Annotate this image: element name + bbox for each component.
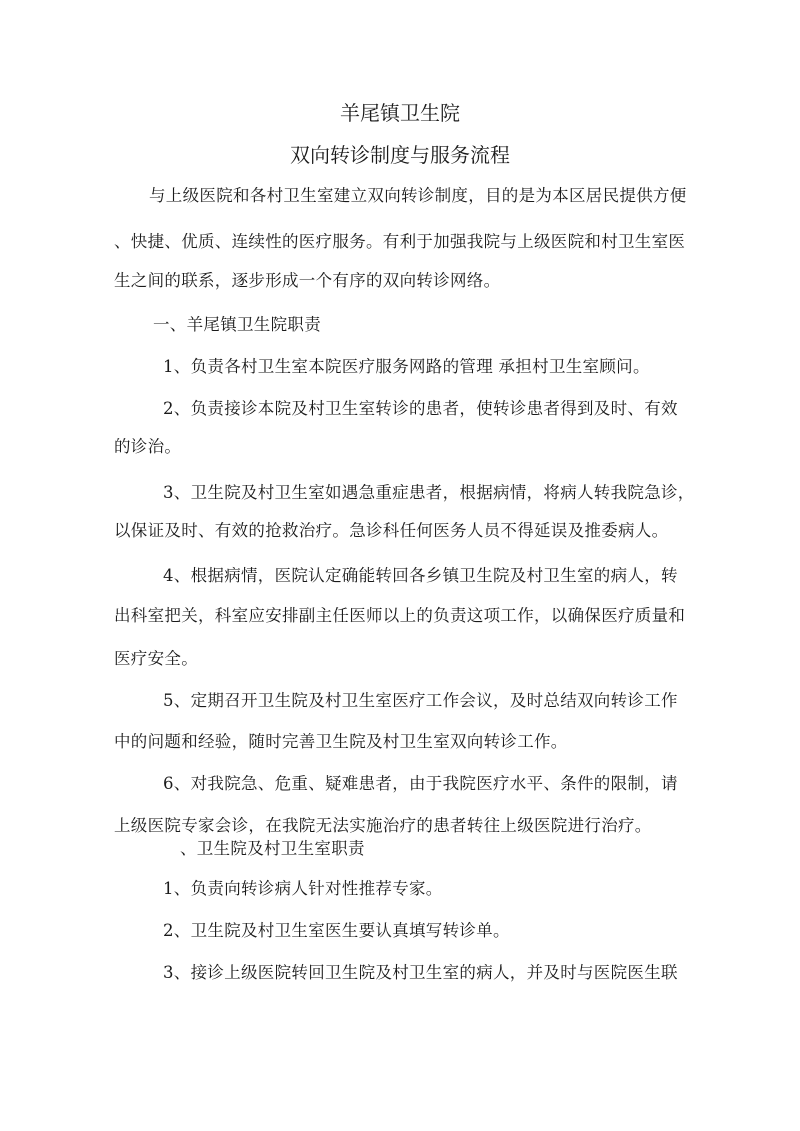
item-line: 1、负责各村卫生室本院医疗服务网路的管理 承担村卫生室顾问。 (163, 357, 650, 376)
item-line: 2、卫生院及村卫生室医生要认真填写转诊单。 (163, 921, 510, 940)
intro-line: 与上级医院和各村卫生室建立双向转诊制度，目的是为本区居民提供方便 (149, 186, 687, 205)
section1-heading: 一、羊尾镇卫生院职责 (153, 315, 321, 334)
intro-line: 、快捷、优质、连续性的医疗服务。有利于加强我院与上级医院和村卫生室医 (114, 232, 686, 251)
item-line: 上级医院专家会诊，在我院无法实施治疗的患者转往上级医院进行治疗。 (114, 816, 652, 835)
item-line: 4、根据病情，医院认定确能转回各乡镇卫生院及村卫生室的病人，转 (163, 566, 678, 585)
item-line: 医疗安全。 (114, 649, 198, 668)
item-line: 的诊治。 (114, 437, 182, 456)
item-line: 中的问题和经验，随时完善卫生院及村卫生室双向转诊工作。 (114, 732, 568, 751)
item-line: 1、负责向转诊病人针对性推荐专家。 (163, 879, 443, 898)
item-line: 2、负责接诊本院及村卫生室转诊的患者，使转诊患者得到及时、有效 (163, 399, 678, 418)
document-subtitle: 双向转诊制度与服务流程 (290, 143, 510, 167)
intro-line: 生之间的联系，逐步形成一个有序的双向转诊网络。 (114, 271, 501, 290)
item-line: 3、接诊上级医院转回卫生院及村卫生室的病人，并及时与医院医生联 (163, 963, 678, 982)
item-line: 以保证及时、有效的抢救治疗。急诊科任何医务人员不得延误及推委病人。 (114, 521, 669, 540)
document-title: 羊尾镇卫生院 (340, 101, 460, 125)
item-line: 3、卫生院及村卫生室如遇急重症患者，根据病情，将病人转我院急诊， (163, 483, 695, 502)
item-line: 6、对我院急、危重、疑难患者，由于我院医疗水平、条件的限制，请 (163, 774, 678, 793)
section2-heading: 、卫生院及村卫生室职责 (180, 839, 365, 858)
item-line: 5、定期召开卫生院及村卫生室医疗工作会议，及时总结双向转诊工作 (163, 691, 678, 710)
item-line: 出科室把关，科室应安排副主任医师以上的负责这项工作，以确保医疗质量和 (114, 606, 686, 625)
